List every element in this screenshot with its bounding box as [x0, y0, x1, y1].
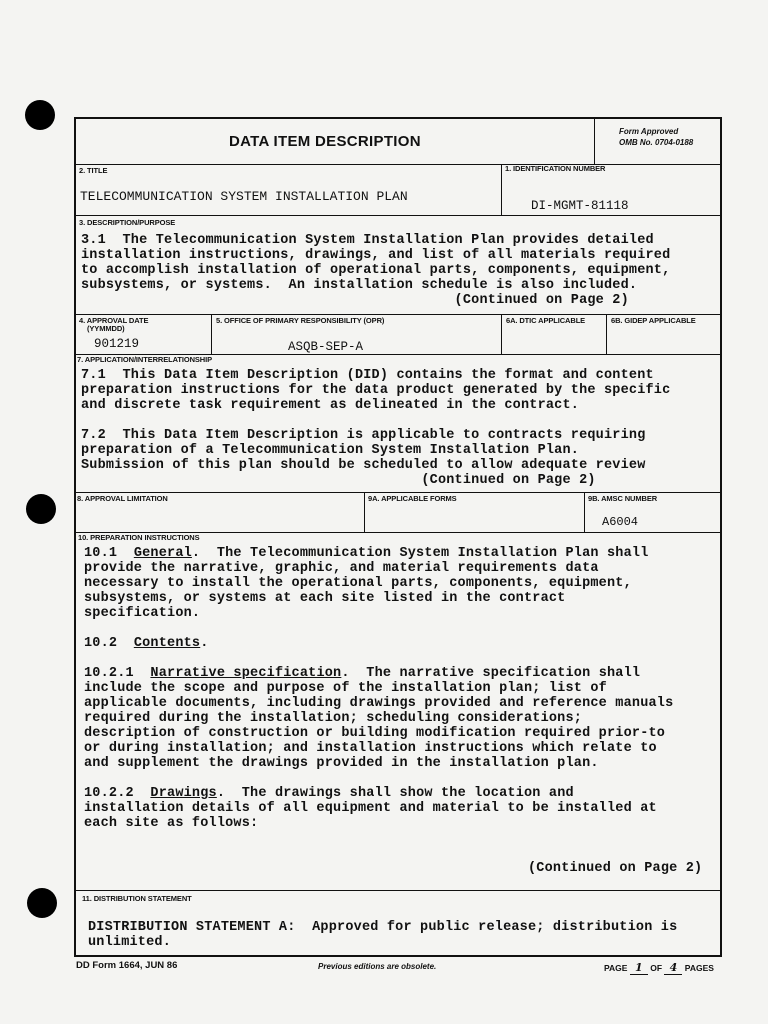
- approval-date: 901219: [94, 337, 140, 351]
- approval-date-label: 4. APPROVAL DATE: [79, 316, 149, 325]
- opr-label: 5. OFFICE OF PRIMARY RESPONSIBILITY (OPR): [216, 316, 385, 325]
- opr-value: ASQB-SEP-A: [288, 340, 364, 354]
- approval-date-format-label: (YYMMDD): [87, 324, 125, 333]
- preparation-instructions-text: 10.1 General. The Telecommunication System Installation Plan shall provide the narrative, graphic, and material requirements data necessary to install the operational parts, components, equipment, subsystems, or systems at each site listed in the contract specification. 10.2 Contents. 10.2.1 Narrative specification. The narrative specification shall include the scope and purpose of the installation plan; list of applicable documents, including drawings provided and reference manuals required during the installation; scheduling considerations; description of construction or building modification required prior-to or during installation; and installation instructions which relate to and supplement the drawings provided in the installation plan. 10.2.2 Drawings. The drawings shall show the location and installation details of all equipment and material to be installed at each site as follows:: [84, 546, 674, 831]
- dtic-applicable-label: 6A. DTIC APPLICABLE: [506, 316, 586, 325]
- amsc-number-label: 9B. AMSC NUMBER: [588, 494, 658, 503]
- distribution-statement-text: DISTRIBUTION STATEMENT A: Approved for public release; distribution is unlimited.: [88, 920, 678, 950]
- document-title: TELECOMMUNICATION SYSTEM INSTALLATION PLAN: [80, 189, 408, 204]
- form-approved-label: Form Approved: [619, 127, 679, 136]
- amsc-number: A6004: [602, 515, 639, 529]
- application-label: 7. APPLICATION/INTERRELATIONSHIP: [77, 355, 213, 364]
- application-text: 7.1 This Data Item Description (DID) contains the format and content preparation instructions for the data product generated by the specific and discrete task requirement as delineated in the contract. 7.2 This Data Item Description is applicable to contracts requiring preparation of a Telecommunication System Installation Plan. Submission of this plan should be scheduled to allow adequate review (Continued on Page 2): [81, 368, 671, 488]
- punch-hole-middle: [26, 494, 56, 524]
- punch-hole-bottom: [27, 888, 57, 918]
- previous-editions-note: Previous editions are obsolete.: [318, 962, 437, 971]
- page-indicator: PAGE 1 OF 4 PAGES: [604, 961, 714, 974]
- preparation-continued: (Continued on Page 2): [528, 861, 703, 876]
- form-number: DD Form 1664, JUN 86: [76, 960, 178, 971]
- title-label: 2. TITLE: [79, 166, 108, 175]
- total-pages: 4: [664, 961, 682, 975]
- description-purpose-text: 3.1 The Telecommunication System Installation Plan provides detailed installation instructions, drawings, and list of all materials required to accomplish installation of operational parts, components, equipment, subsystems, or systems. An installation schedule is also included. (Continued on Page 2): [81, 233, 671, 308]
- data-item-description-form: [74, 117, 722, 957]
- punch-hole-top: [25, 100, 55, 130]
- page-number: 1: [630, 961, 648, 975]
- preparation-instructions-label: 10. PREPARATION INSTRUCTIONS: [78, 533, 200, 542]
- form-title: DATA ITEM DESCRIPTION: [229, 133, 421, 150]
- identification-number-label: 1. IDENTIFICATION NUMBER: [505, 164, 606, 173]
- gidep-applicable-label: 6B. GIDEP APPLICABLE: [611, 316, 696, 325]
- omb-number: OMB No. 0704-0188: [619, 138, 694, 147]
- identification-number: DI-MGMT-81118: [531, 199, 629, 213]
- approval-limitation-label: 8. APPROVAL LIMITATION: [77, 494, 168, 503]
- applicable-forms-label: 9A. APPLICABLE FORMS: [368, 494, 457, 503]
- description-purpose-label: 3. DESCRIPTION/PURPOSE: [79, 218, 176, 227]
- distribution-statement-label: 11. DISTRIBUTION STATEMENT: [82, 894, 192, 903]
